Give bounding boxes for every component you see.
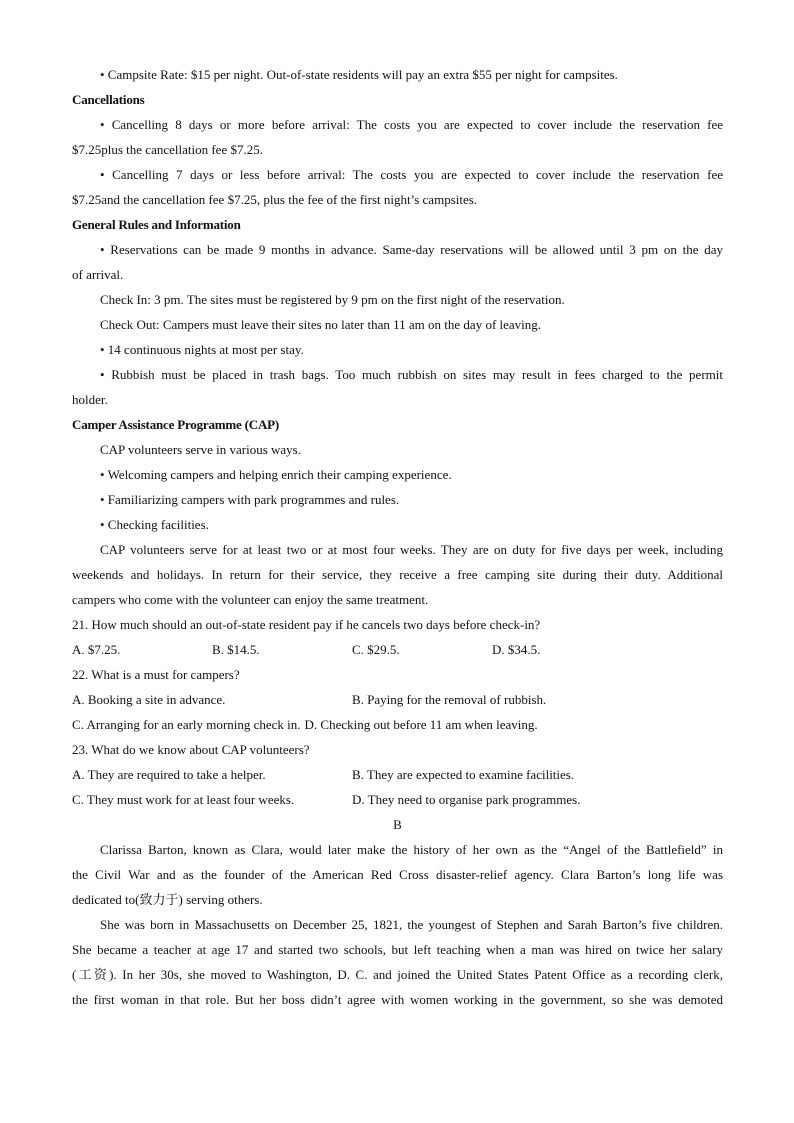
passage-b-p2-line1: She was born in Massachusetts on December 25, 1821, the youngest of Stephen and Sarah Barton’s five children. [100,917,723,932]
check-in: Check In: 3 pm. The sites must be registered by 9 pm on the first night of the reservation. [100,292,565,307]
question-23-stem: 23. What do we know about CAP volunteers? [72,742,310,757]
q22-option-a: A. Booking a site in advance. [72,692,226,707]
question-21-options [72,637,723,662]
question-22-stem: 22. What is a must for campers? [72,667,240,682]
passage-b-p2-line2: She became a teacher at age 17 and started two schools, but left teaching when a man was hired on twice her salary [72,942,723,957]
cancel-8-days-line1: • Cancelling 8 days or more before arrival: The costs you are expected to cover include the reservation fee [100,117,723,132]
cap-bullet: • Familiarizing campers with park programmes and rules. [100,492,400,507]
question-22-options-row2 [72,712,723,737]
q23-option-b: B. They are expected to examine facilities. [352,767,575,782]
cap-para-line1: CAP volunteers serve for at least two or at most four weeks. They are on duty for five days per week, including [100,542,723,557]
rules-heading: General Rules and Information [72,217,241,232]
q23-option-c: C. They must work for at least four weeks. [72,792,295,807]
q21-option-a: A. $7.25. [72,642,121,657]
reservations-line1: • Reservations can be made 9 months in advance. Same-day reservations will be allowed until 3 pm on the day [100,242,723,257]
q23-option-a: A. They are required to take a helper. [72,767,266,782]
document-page [72,62,723,1012]
cap-para-line3: campers who come with the volunteer can enjoy the same treatment. [72,592,429,607]
q21-option-d: D. $34.5. [492,642,541,657]
cancel-8-days-line2: $7.25plus the cancellation fee $7.25. [72,142,263,157]
passage-b-label: B [393,817,402,832]
nights-limit: • 14 continuous nights at most per stay. [100,342,304,357]
cap-heading: Camper Assistance Programme (CAP) [72,417,280,432]
rubbish-line2: holder. [72,392,108,407]
q23-option-d: D. They need to organise park programmes. [352,792,581,807]
passage-b-p1-line3: dedicated to(致力于) serving others. [72,892,263,907]
cancel-7-days-line2: $7.25and the cancellation fee $7.25, plus the fee of the first night’s campsites. [72,192,478,207]
q21-option-c: C. $29.5. [352,642,400,657]
passage-b-p1-line1: Clarissa Barton, known as Clara, would later make the history of her own as the “Angel of the Battlefield” in [100,842,723,857]
passage-b-p2-line3: (工资). In her 30s, she moved to Washington, D. C. and joined the United States Patent Office as a recording clerk, [72,967,723,982]
cancel-7-days-line1: • Cancelling 7 days or less before arrival: The costs you are expected to cover include the reservation fee [100,167,723,182]
campsite-rate: • Campsite Rate: $15 per night. Out-of-state residents will pay an extra $55 per night for campsites. [100,67,618,82]
question-23-options-row1 [72,762,723,787]
cap-bullet: • Checking facilities. [100,517,209,532]
cap-intro: CAP volunteers serve in various ways. [100,442,301,457]
question-21-stem: 21. How much should an out-of-state resident pay if he cancels two days before check-in? [72,617,541,632]
question-22-options-row1 [72,687,723,712]
q21-option-b: B. $14.5. [212,642,260,657]
q22-option-d: D. Checking out before 11 am when leaving. [304,717,538,732]
question-23-options-row2 [72,787,723,812]
passage-b-p1-line2: the Civil War and as the founder of the American Red Cross disaster-relief agency. Clara Barton’s long life was [72,867,723,882]
cap-para-line2: weekends and holidays. In return for their service, they receive a free camping site during their duty. Additional [72,567,723,582]
reservations-line2: of arrival. [72,267,124,282]
cancellations-heading: Cancellations [72,92,145,107]
check-out: Check Out: Campers must leave their sites no later than 11 am on the day of leaving. [100,317,542,332]
cap-bullet: • Welcoming campers and helping enrich their camping experience. [100,467,452,482]
passage-b-p2-line4: the first woman in that role. But her boss didn’t agree with women working in the government, so she was demoted [72,992,723,1007]
q22-option-b: B. Paying for the removal of rubbish. [352,692,547,707]
q22-option-c: C. Arranging for an early morning check in. [72,717,301,732]
rubbish-line1: • Rubbish must be placed in trash bags. Too much rubbish on sites may result in fees charged to the permit [100,367,723,382]
